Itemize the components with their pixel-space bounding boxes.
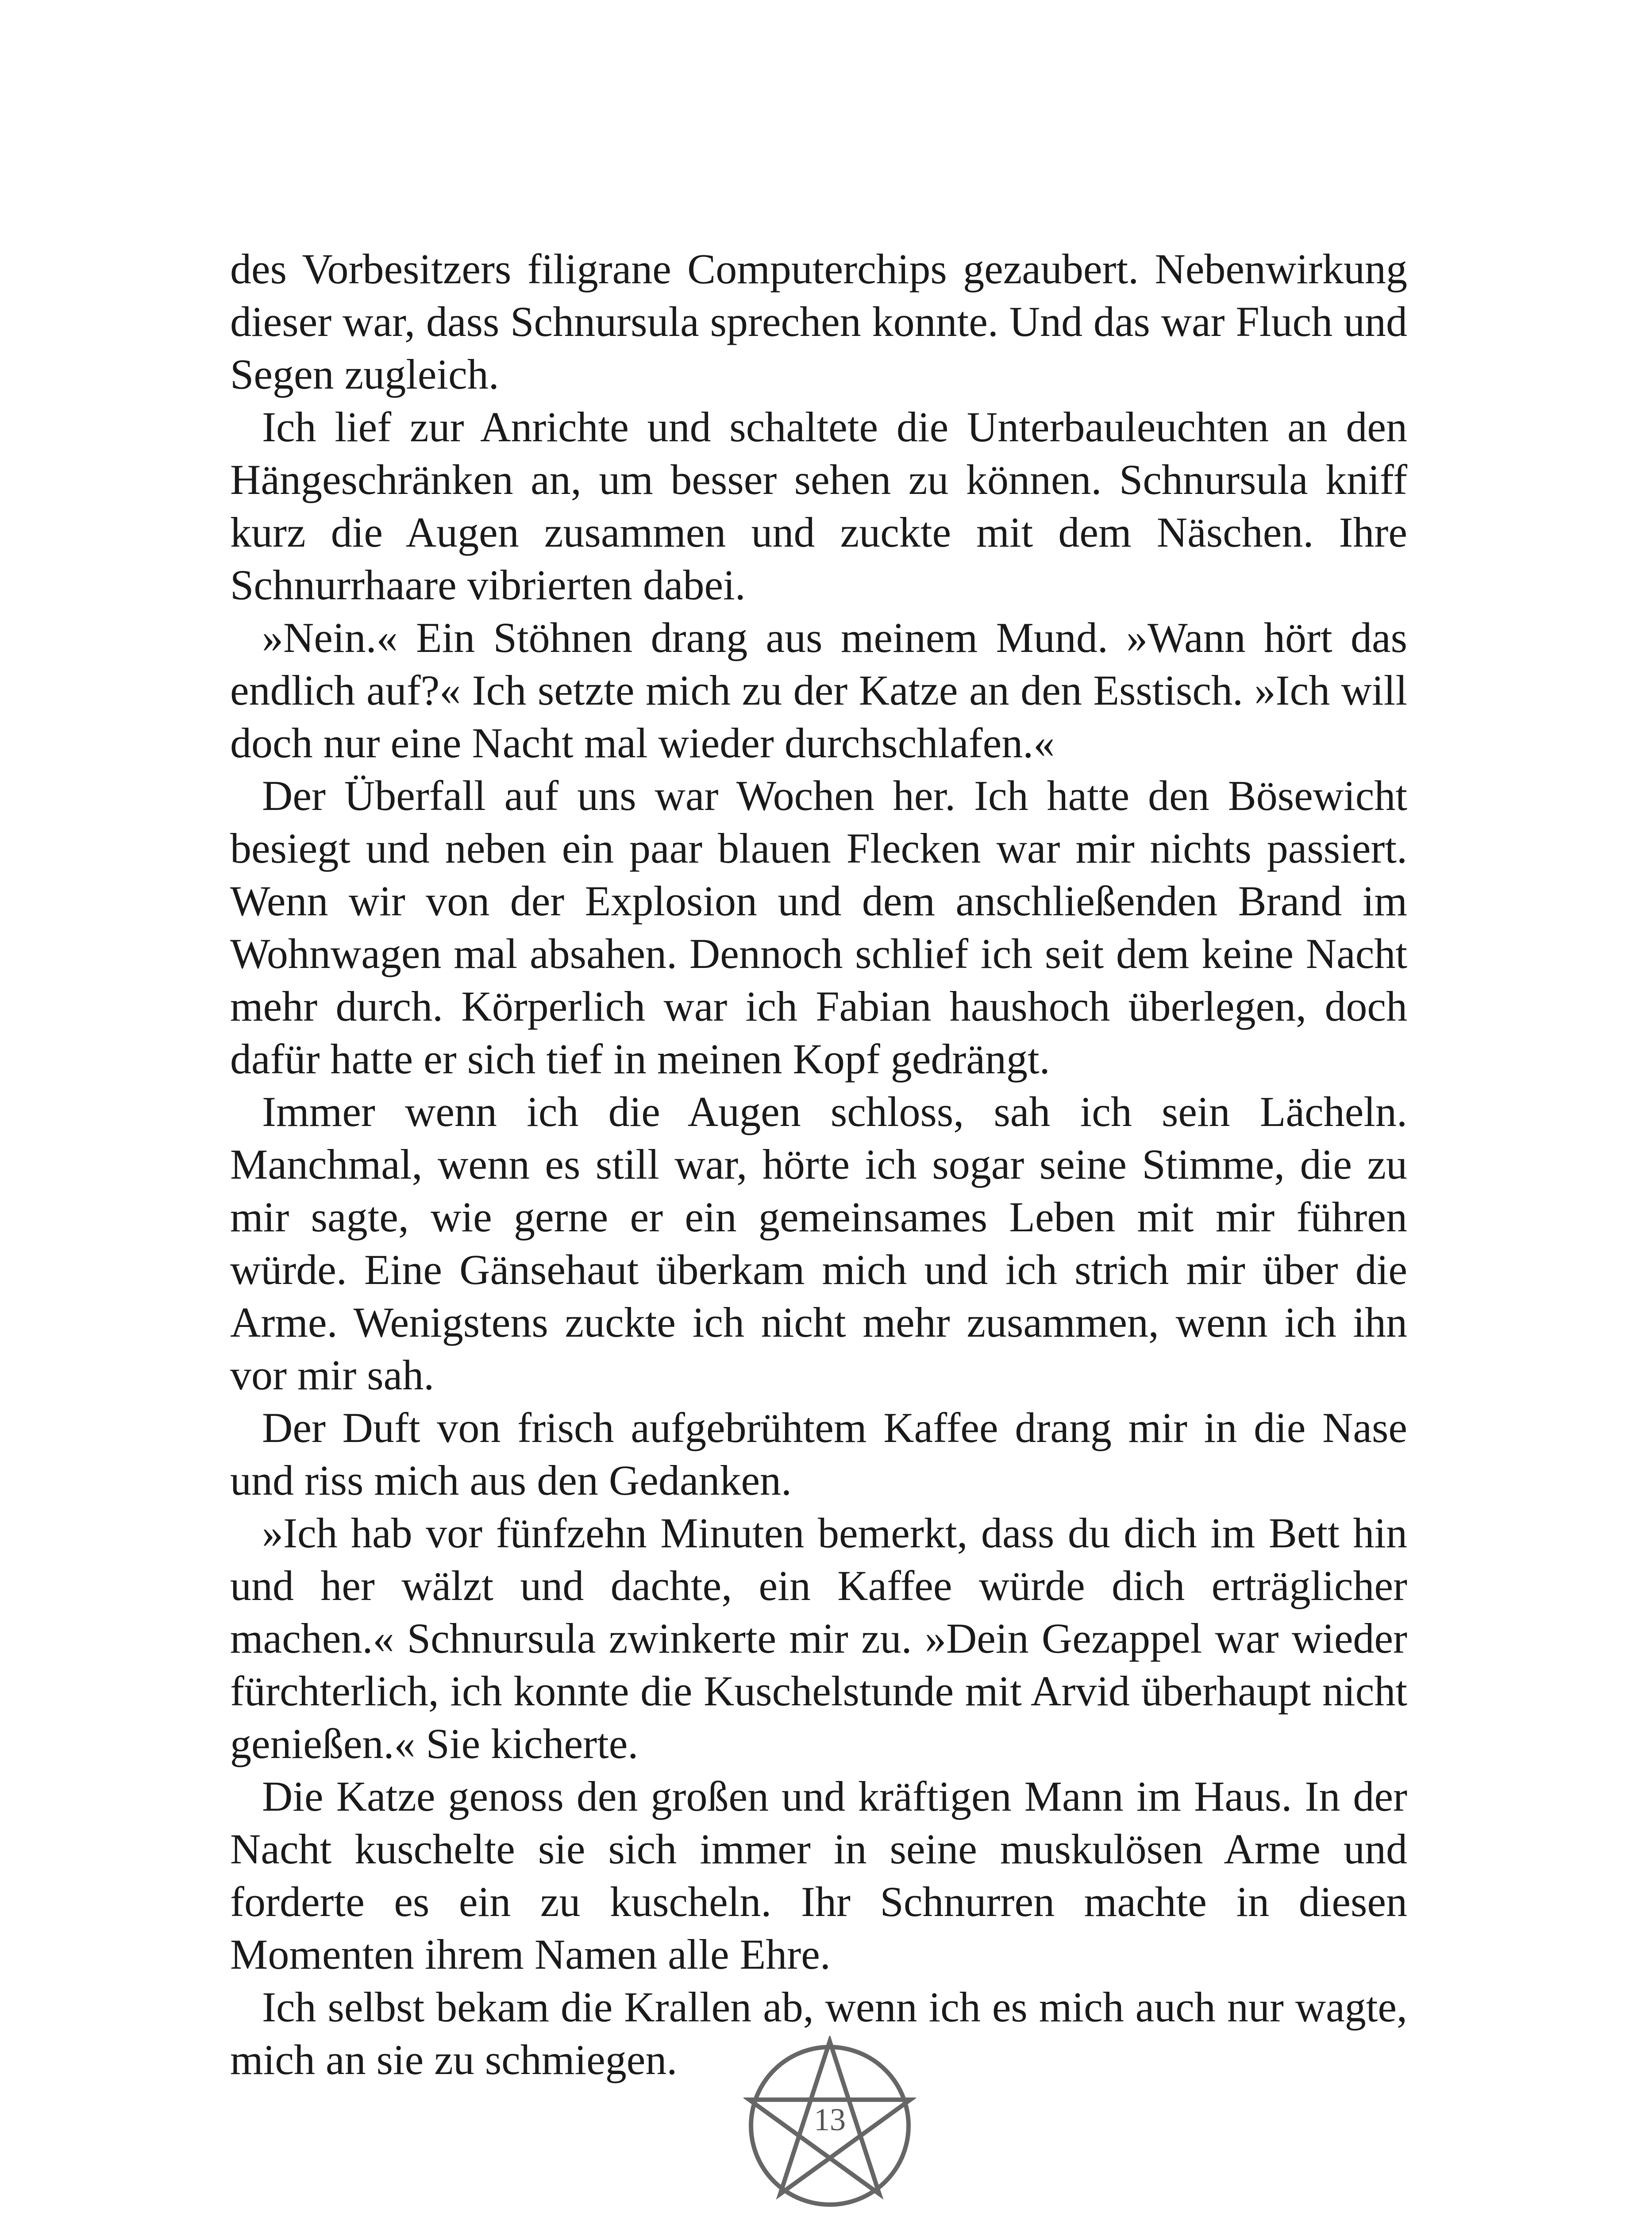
paragraph: Der Duft von frisch aufgebrühtem Kaffee drang mir in die Nase und riss mich aus den Gedanken. <box>230 1404 1407 1504</box>
page-number-emblem <box>743 2036 916 2209</box>
paragraph: »Nein.« Ein Stöhnen drang aus meinem Mund. »Wann hört das endlich auf?« Ich setzte mich zu der Katze an den Esstisch. »Ich will doch nur eine Nacht mal wieder durchschlafen.« <box>230 614 1407 767</box>
page-number: 13 <box>814 2102 846 2137</box>
paragraph: Ich lief zur Anrichte und schaltete die Unterbauleuchten an den Hängeschränken an, um besser sehen zu können. Schnursula kniff kurz die Augen zusammen und zuckte mit dem Näschen. Ihre Schnurrhaare vibrierten dabei. <box>230 403 1407 609</box>
paragraph: Die Katze genoss den großen und kräftigen Mann im Haus. In der Nacht kuschelte sie sich immer in seine muskulösen Arme und forderte es ein zu kuscheln. Ihr Schnurren machte in diesen Momenten ihrem Namen alle Ehre. <box>230 1773 1407 1978</box>
paragraph: »Ich hab vor fünfzehn Minuten bemerkt, dass du dich im Bett hin und her wälzt und dachte, ein Kaffee würde dich erträglicher machen.« Schnursula zwinkerte mir zu. »Dein Gezappel war wieder fürchterlich, ich konnte die Kuschelstunde mit Arvid überhaupt nicht genießen.« Sie kicherte. <box>230 1509 1407 1767</box>
paragraph: des Vorbesitzers filigrane Computerchips gezaubert. Nebenwirkung dieser war, dass Schnursula sprechen konnte. Und das war Fluch und Segen zugleich. <box>230 245 1407 398</box>
body-text <box>230 243 1407 2086</box>
paragraph: Der Überfall auf uns war Wochen her. Ich hatte den Bösewicht besiegt und neben ein paar blauen Flecken war mir nichts passiert. Wenn wir von der Explosion und dem anschließenden Brand im Wohnwagen mal absahen. Dennoch schlief ich seit dem keine Nacht mehr durch. Körperlich war ich Fabian haushoch überlegen, doch dafür hatte er sich tief in meinen Kopf gedrängt. <box>230 772 1407 1083</box>
paragraph: Ich selbst bekam die Krallen ab, wenn ich es mich auch nur wagte, mich an sie zu schmiegen. <box>230 1983 1407 2083</box>
paragraph: Immer wenn ich die Augen schloss, sah ich sein Lächeln. Manchmal, wenn es still war, hörte ich sogar seine Stimme, die zu mir sagte, wie gerne er ein gemeinsames Leben mit mir führen würde. Eine Gänsehaut überkam mich und ich strich mir über die Arme. Wenigstens zuckte ich nicht mehr zusammen, wenn ich ihn vor mir sah. <box>230 1088 1407 1399</box>
